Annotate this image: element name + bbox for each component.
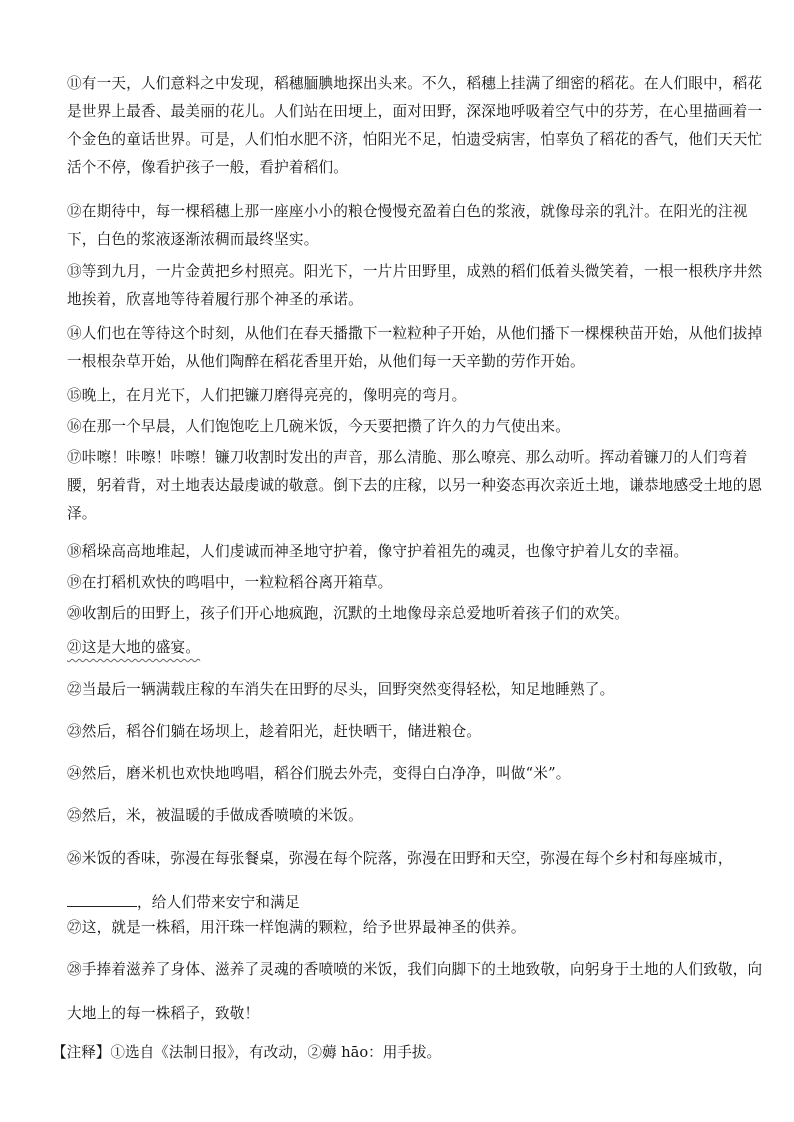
paragraph-25: ㉕然后，米，被温暖的手做成香喷喷的米饭。 (67, 807, 363, 824)
paragraph-26-tail: ，给人们带来安宁和满足 (137, 894, 300, 911)
highlighted-sentence: ㉑这是大地的盛宴。 (67, 639, 201, 656)
annotation-note: 【注释】①选自《法制日报》，有改动，②薅 hāo：用手拔。 (52, 1043, 442, 1061)
paragraph-13: ⑬等到九月，一片金黄把乡村照亮。阳光下，一片片田野里，成熟的稻们低着头微笑着，一根一根秩序井然地挨着，欣喜地等待着履行那个神圣的承诺。 (67, 263, 763, 308)
paragraph-19: ⑲在打稻机欢快的鸣唱中，一粒粒稻谷离开箱草。 (67, 574, 393, 591)
paragraph-18: ⑱稻垛高高地堆起，人们虔诚而神圣地守护着，像守护着祖先的魂灵，也像守护着儿女的幸福。 (67, 543, 689, 560)
answer-blank[interactable] (67, 890, 137, 907)
paragraph-23: ㉓然后，稻谷们躺在场坝上，趁着阳光，赶快晒干，储进粮仓。 (67, 723, 482, 740)
paragraph-15: ⑮晚上，在月光下，人们把镰刀磨得亮亮的，像明亮的弯月。 (67, 387, 467, 404)
paragraph-21 (67, 634, 767, 662)
paragraph-20: ⑳收割后的田野上，孩子们开心地疯跑，沉默的土地像母亲总爱地听着孩子们的欢笑。 (67, 605, 630, 622)
paragraph-27: ㉗这，就是一株稻，用汗珠一样饱满的颗粒，给予世界最神圣的供养。 (67, 919, 526, 936)
paragraph-16: ⑯在那一个早晨，人们饱饱吃上几碗米饭，今天要把攒了许久的力气使出来。 (67, 418, 570, 435)
paragraph-26 (67, 837, 767, 925)
paragraph-17: ⑰咔嚓！咔嚓！咔嚓！镰刀收割时发出的声音，那么清脆、那么嘹亮、那么动听。挥动着镰刀的人们弯着腰，躬着背，对土地表达最虔诚的敬意。倒下去的庄稼，以另一种姿态再次亲近土地，谦恭地感受土地的恩泽。 (67, 449, 763, 522)
paragraph-26-text: ㉖米饭的香味，弥漫在每张餐桌，弥漫在每个院落，弥漫在田野和天空，弥漫在每个乡村和每座城市， (67, 850, 733, 867)
paragraph-12: ⑫在期待中，每一棵稻穗上那一座座小小的粮仓慢慢充盈着白色的浆液，就像母亲的乳汁。在阳光的注视下，白色的浆液逐渐浓稠而最终坚实。 (67, 203, 748, 248)
paragraph-14: ⑭人们也在等待这个时刻，从他们在春天播撒下一粒粒种子开始，从他们播下一棵棵秧苗开始，从他们拔掉一根根杂草开始，从他们陶醉在稻花香里开始，从他们每一天辛勤的劳作开始。 (67, 325, 763, 370)
paragraph-28: ㉘手捧着滋养了身体、滋养了灵魂的香喷喷的米饭，我们向脚下的土地致敬，向躬身于土地的人们致敬，向大地上的每一株稻子，致敬！ (67, 961, 763, 1022)
paragraph-24: ㉔然后，磨米机也欢快地鸣唱，稻谷们脱去外壳，变得白白净净，叫做“米”。 (67, 765, 571, 782)
paragraph-11: ⑪有一天，人们意料之中发现，稻穗腼腆地探出头来。不久，稻穗上挂满了细密的稻花。在人们眼中，稻花是世界上最香、最美丽的花儿。人们站在田埂上，面对田野，深深地呼吸着空气中的芬芳，在心里描画着一个金色的童话世界。可是，人们怕水肥不济，怕阳光不足，怕遗受病害，怕辜负了稻花的香气，他们天天忙活个不停，像看护孩子一般，看护着稻们。 (67, 75, 763, 176)
paragraph-22: ㉒当最后一辆满载庄稼的车消失在田野的尽头，回野突然变得轻松，知足地睡熟了。 (67, 681, 615, 698)
